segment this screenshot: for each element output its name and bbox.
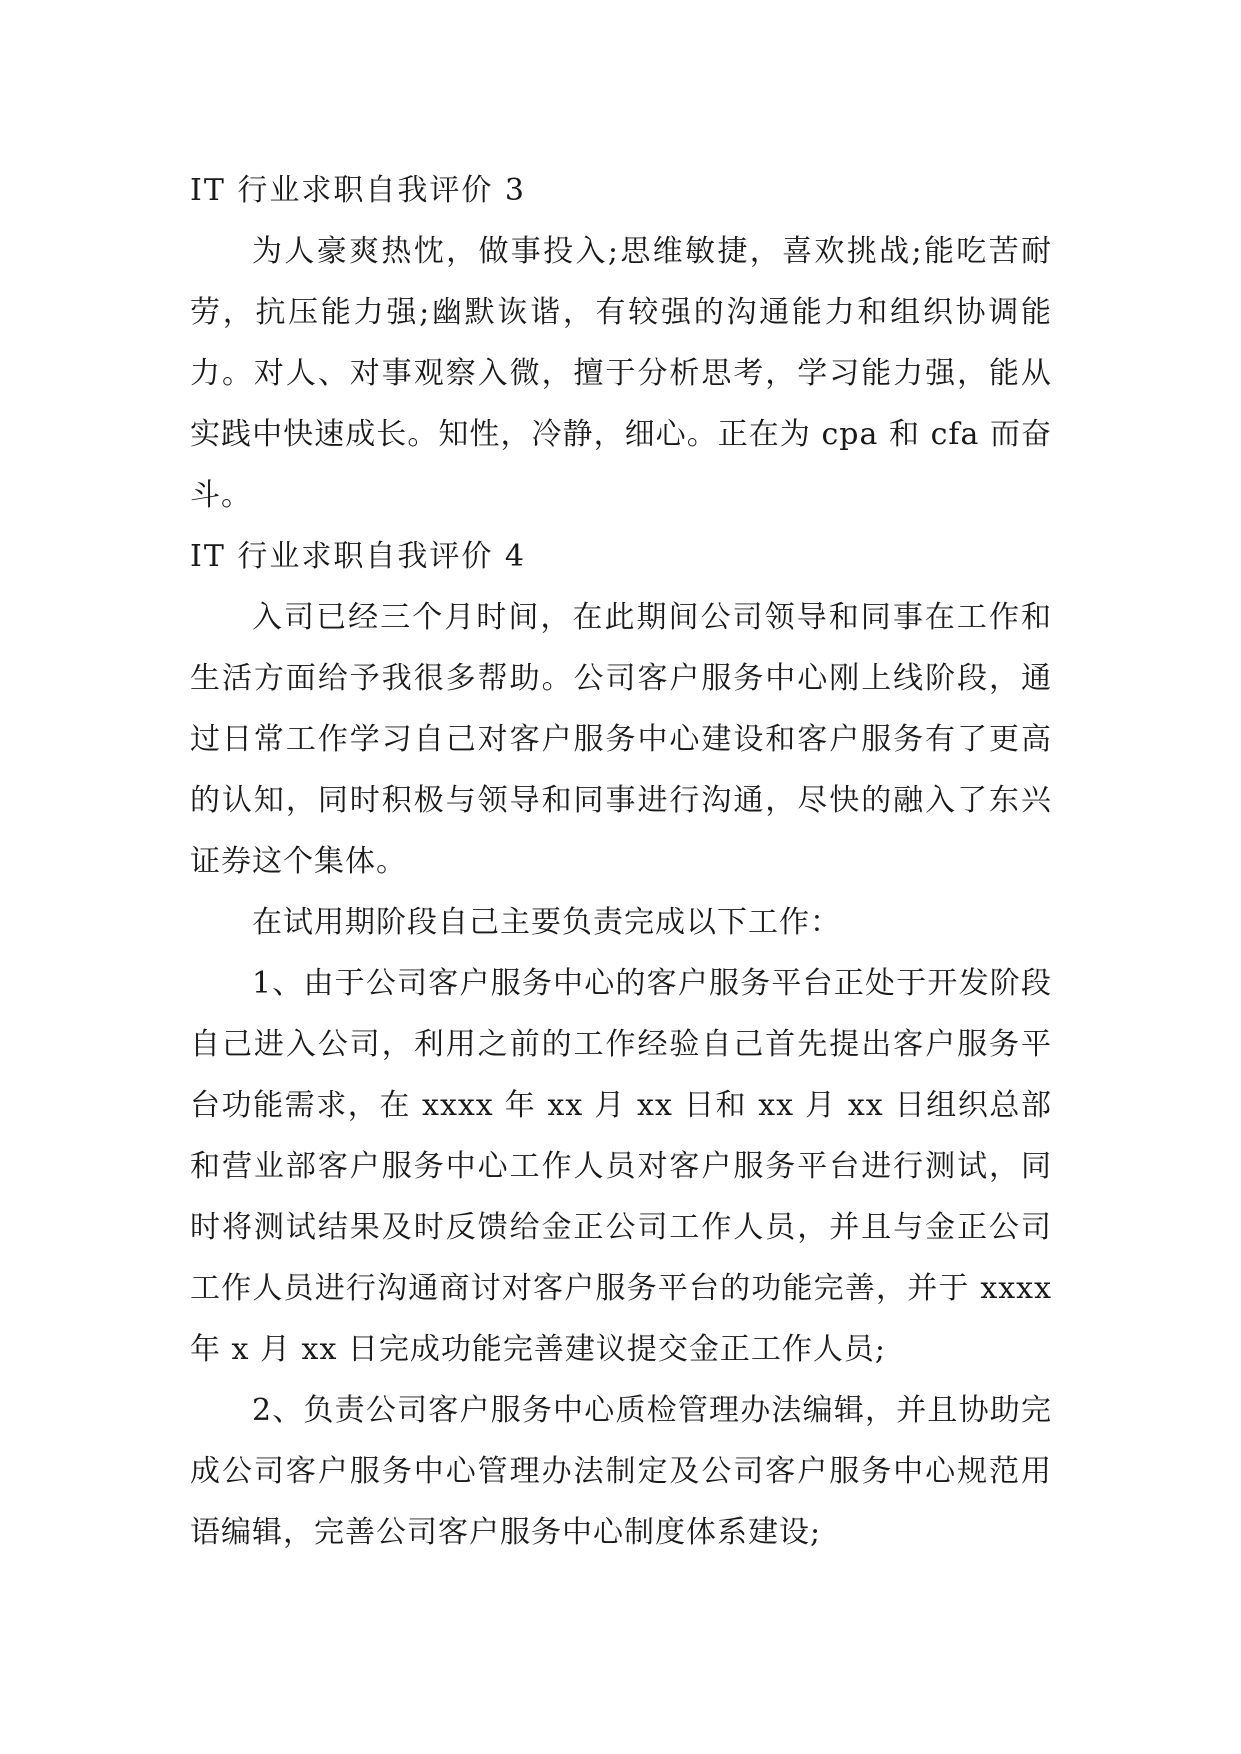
paragraph-item-1: 1、由于公司客户服务中心的客户服务平台正处于开发阶段自己进入公司，利用之前的工作经验自己首先提出客户服务平台功能需求，在 xxxx 年 xx 月 xx 日和 xx 月 xx 日组织总部和营业部客户服务中心工作人员对客户服务平台进行测试，同时将测试结果及时反馈给金正公司工作人员，并且与金正公司工作人员进行沟通商讨对客户服务平台的功能完善，并于 xxxx 年 x 月 xx 日完成功能完善建议提交金正工作人员; xyxy=(190,966,1052,1367)
paragraph-self-evaluation-3: 为人豪爽热忱，做事投入;思维敏捷，喜欢挑战;能吃苦耐劳，抗压能力强;幽默诙谐，有较强的沟通能力和组织协调能力。对人、对事观察入微，擅于分析思考，学习能力强，能从实践中快速成长。知性，冷静，细心。正在为 cpa 和 cfa 而奋斗。 xyxy=(190,234,1052,513)
paragraph-intro: 入司已经三个月时间，在此期间公司领导和同事在工作和生活方面给予我很多帮助。公司客户服务中心刚上线阶段，通过日常工作学习自己对客户服务中心建设和客户服务有了更高的认知，同时积极与领导和同事进行沟通，尽快的融入了东兴证券这个集体。 xyxy=(190,600,1052,879)
section-heading-3: IT 行业求职自我评价 3 xyxy=(190,173,527,208)
paragraph-work-summary: 在试用期阶段自己主要负责完成以下工作： xyxy=(252,905,841,940)
paragraph-item-2: 2、负责公司客户服务中心质检管理办法编辑，并且协助完成公司客户服务中心管理办法制定及公司客户服务中心规范用语编辑，完善公司客户服务中心制度体系建设; xyxy=(190,1393,1052,1550)
section-heading-4: IT 行业求职自我评价 4 xyxy=(190,539,527,574)
document-body xyxy=(190,160,1052,1563)
